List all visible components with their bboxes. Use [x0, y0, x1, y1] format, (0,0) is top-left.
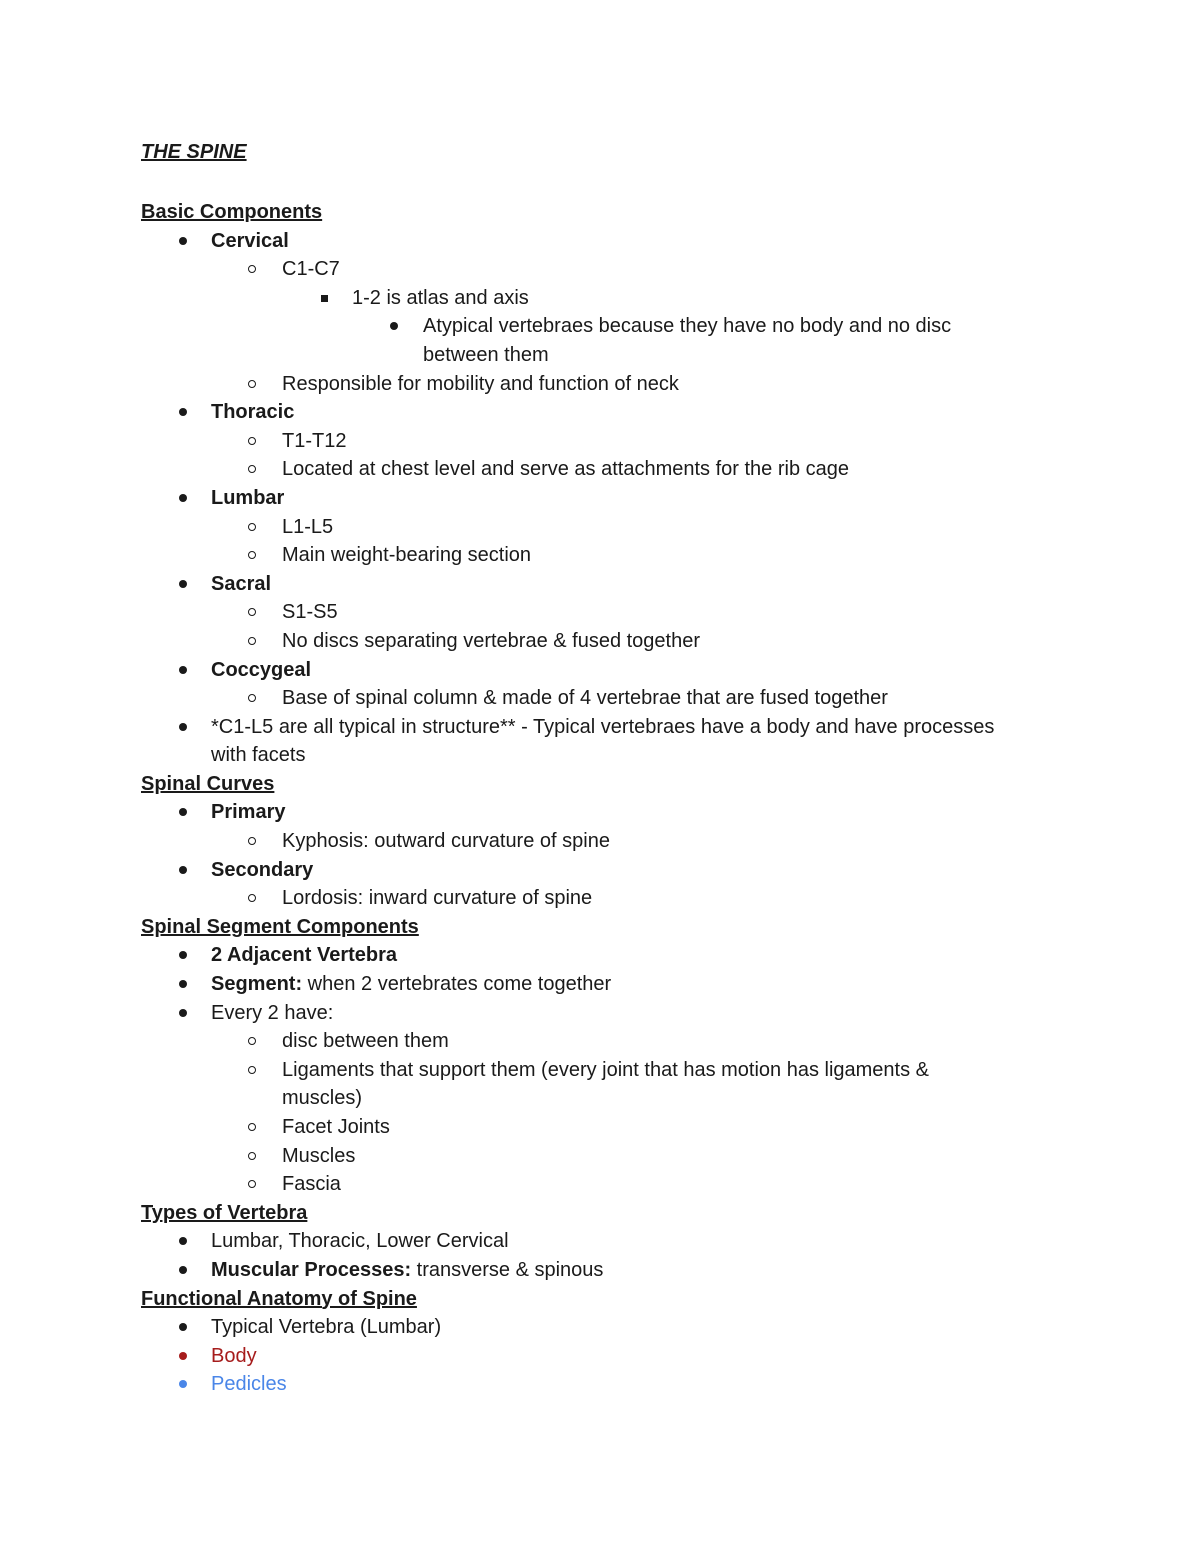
list-item: Coccygeal [211, 658, 312, 681]
list-item: Primary [211, 801, 286, 824]
list-item: Responsible for mobility and function of neck [282, 372, 679, 395]
list-item: S1-S5 [282, 601, 338, 624]
list-item: Lordosis: inward curvature of spine [282, 887, 593, 910]
list-item: Lumbar [211, 486, 285, 509]
section-heading-functional-anatomy: Functional Anatomy of Spine [141, 1287, 417, 1310]
section-heading-segment-components: Spinal Segment Components [141, 915, 419, 938]
list-item-continuation: between them [423, 343, 549, 366]
list-item: C1-C7 [282, 258, 340, 281]
list-item-body: Body [211, 1344, 257, 1367]
list-item-continuation: muscles) [282, 1087, 363, 1110]
list-item: No discs separating vertebrae & fused together [282, 629, 701, 652]
list-item: Main weight-bearing section [282, 544, 532, 567]
list-item: Fascia [282, 1173, 341, 1196]
list-item: Thoracic [211, 401, 295, 424]
list-item: Sacral [211, 572, 272, 595]
list-item: 1-2 is atlas and axis [352, 286, 529, 309]
list-item: Cervical [211, 229, 289, 252]
list-item: Kyphosis: outward curvature of spine [282, 830, 610, 853]
list-item: L1-L5 [282, 515, 334, 538]
list-item: Muscles [282, 1144, 356, 1167]
list-item: Ligaments that support them (every joint that has motion has ligaments & [282, 1058, 930, 1081]
section-heading-basic-components: Basic Components [141, 201, 323, 223]
list-item: Facet Joints [282, 1116, 390, 1138]
list-item: Typical Vertebra (Lumbar) [211, 1316, 442, 1339]
list-item: T1-T12 [282, 429, 347, 452]
list-item: disc between them [282, 1030, 449, 1053]
list-item: *C1-L5 are all typical in structure** - Typical vertebraes have a body and have processes [211, 715, 995, 738]
list-item: Atypical vertebraes because they have no body and no disc [423, 315, 952, 338]
list-item: 2 Adjacent Vertebra [211, 944, 398, 967]
section-heading-spinal-curves: Spinal Curves [141, 772, 275, 795]
list-item: Muscular Processes: transverse & spinous [211, 1258, 604, 1281]
list-item: Base of spinal column & made of 4 vertebrae that are fused together [282, 687, 888, 710]
list-item-pedicles: Pedicles [211, 1373, 287, 1396]
list-item: Lumbar, Thoracic, Lower Cervical [211, 1230, 509, 1253]
document-body [0, 198, 1200, 1399]
section-heading-types-of-vertebra: Types of Vertebra [141, 1201, 308, 1224]
list-item-continuation: with facets [211, 744, 306, 767]
list-item: Segment: when 2 vertebrates come together [211, 973, 612, 996]
list-item: Every 2 have: [211, 1001, 334, 1024]
list-item: Located at chest level and serve as attachments for the rib cage [282, 458, 849, 481]
document-title: THE SPINE [141, 141, 247, 163]
list-item: Secondary [211, 858, 314, 881]
